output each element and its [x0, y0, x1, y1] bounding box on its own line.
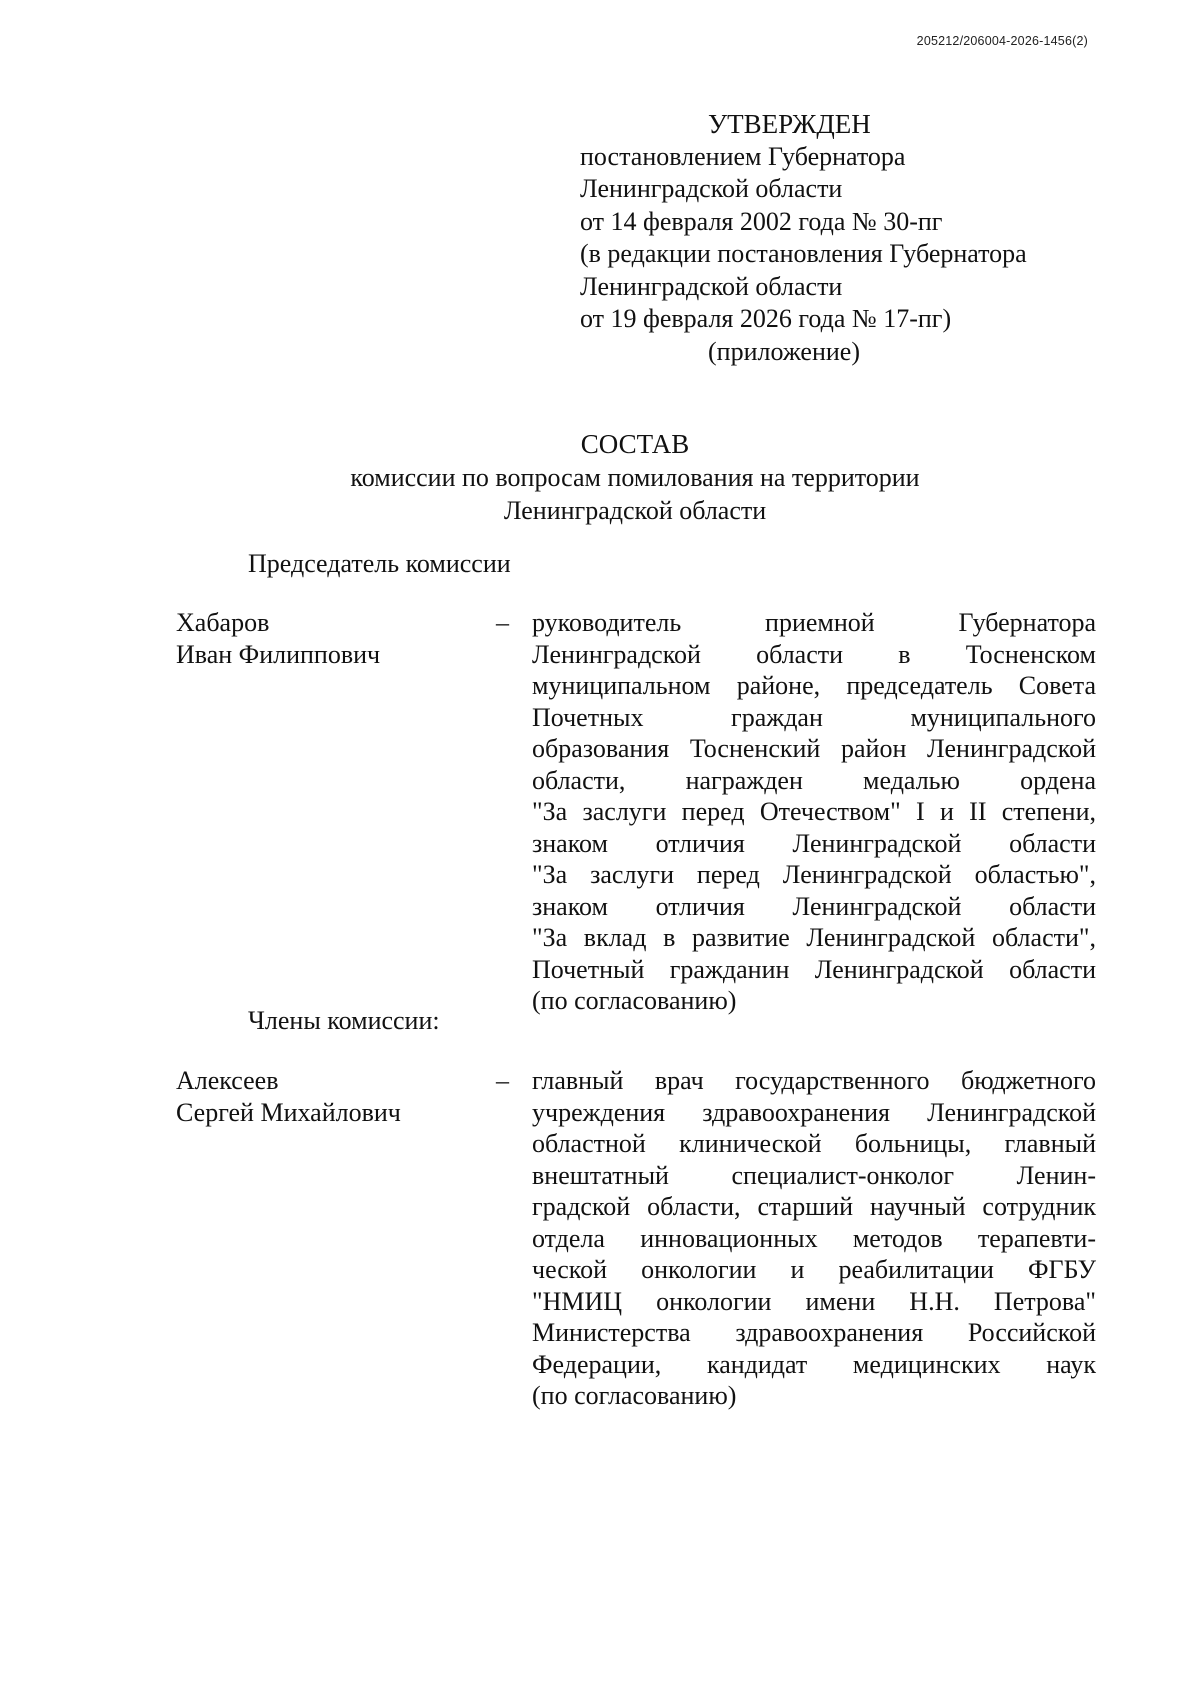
- approval-line: от 19 февраля 2026 года № 17-пг): [580, 304, 952, 333]
- subtitle-line: комиссии по вопросам помилования на территории: [350, 463, 920, 492]
- description-line: Федерации, кандидат медицинских наук: [532, 1349, 1096, 1379]
- description-line: ческой онкологии и реабилитации ФГБУ: [532, 1255, 1096, 1284]
- approval-line: (приложение): [708, 336, 861, 366]
- approval-line: (в редакции постановления Губернатора: [580, 239, 1027, 268]
- description-line: главный врач государственного бюджетного: [532, 1066, 1096, 1095]
- description-line: областной клинической больницы, главный: [532, 1129, 1096, 1158]
- description-line: "За заслуги перед Отечеством" I и II степени,: [532, 797, 1096, 826]
- description-line: "НМИЦ онкологии имени Н.Н. Петрова": [532, 1286, 1096, 1316]
- members-section-label: Члены комиссии:: [248, 1006, 440, 1035]
- description-line: Министерства здравоохранения Российской: [532, 1318, 1096, 1347]
- description-line: руководитель приемной Губернатора: [532, 608, 1096, 637]
- document-subtitle: [0, 462, 1200, 527]
- member-given-names: Сергей Михайлович: [176, 1097, 401, 1127]
- member-description: [532, 1065, 1096, 1412]
- member-surname: Хабаров: [176, 608, 270, 637]
- approval-heading: УТВЕРЖДЕН: [708, 109, 871, 139]
- approval-line: от 14 февраля 2002 года № 30-пг: [580, 206, 943, 236]
- chair-section-label: Председатель комиссии: [248, 549, 511, 578]
- description-line: "За заслуги перед Ленинградской областью",: [532, 860, 1096, 889]
- subtitle-line: Ленинградской области: [503, 495, 767, 525]
- member-surname: Алексеев: [176, 1066, 279, 1095]
- description-line: Почетный гражданин Ленинградской области: [532, 954, 1096, 984]
- description-line: знаком отличия Ленинградской области: [532, 891, 1096, 921]
- approval-line: Ленинградской области: [580, 271, 843, 301]
- description-line: учреждения здравоохранения Ленинградской: [532, 1097, 1096, 1127]
- description-line: (по согласованию): [532, 1381, 737, 1410]
- approval-line: Ленинградской области: [580, 174, 843, 203]
- description-line: образования Тосненский район Ленинградской: [532, 734, 1096, 763]
- description-line: Почетных граждан муниципального: [532, 702, 1096, 732]
- description-line: градской области, старший научный сотрудник: [532, 1192, 1096, 1221]
- document-registration-number: 205212/206004-2026-1456(2): [916, 34, 1088, 48]
- approval-stamp-block: [580, 108, 1027, 368]
- member-given-names: Иван Филиппович: [176, 639, 381, 669]
- member-name: [176, 1065, 476, 1128]
- description-line: внештатный специалист-онколог Ленин-: [532, 1160, 1096, 1190]
- entry-dash: –: [496, 1066, 509, 1095]
- document-title: СОСТАВ: [580, 429, 690, 459]
- description-line: (по согласованию): [532, 986, 737, 1015]
- description-line: муниципальном районе, председатель Совета: [532, 671, 1096, 700]
- approval-line: постановлением Губернатора: [580, 141, 906, 171]
- description-line: Ленинградской области в Тосненском: [532, 639, 1096, 669]
- description-line: знаком отличия Ленинградской области: [532, 828, 1096, 858]
- description-line: области, награжден медалью ордена: [532, 765, 1096, 795]
- description-line: "За вклад в развитие Ленинградской области",: [532, 923, 1096, 952]
- member-description: [532, 607, 1096, 1017]
- member-name: [176, 607, 476, 670]
- description-line: отдела инновационных методов терапевти-: [532, 1223, 1096, 1253]
- entry-dash: –: [496, 608, 509, 637]
